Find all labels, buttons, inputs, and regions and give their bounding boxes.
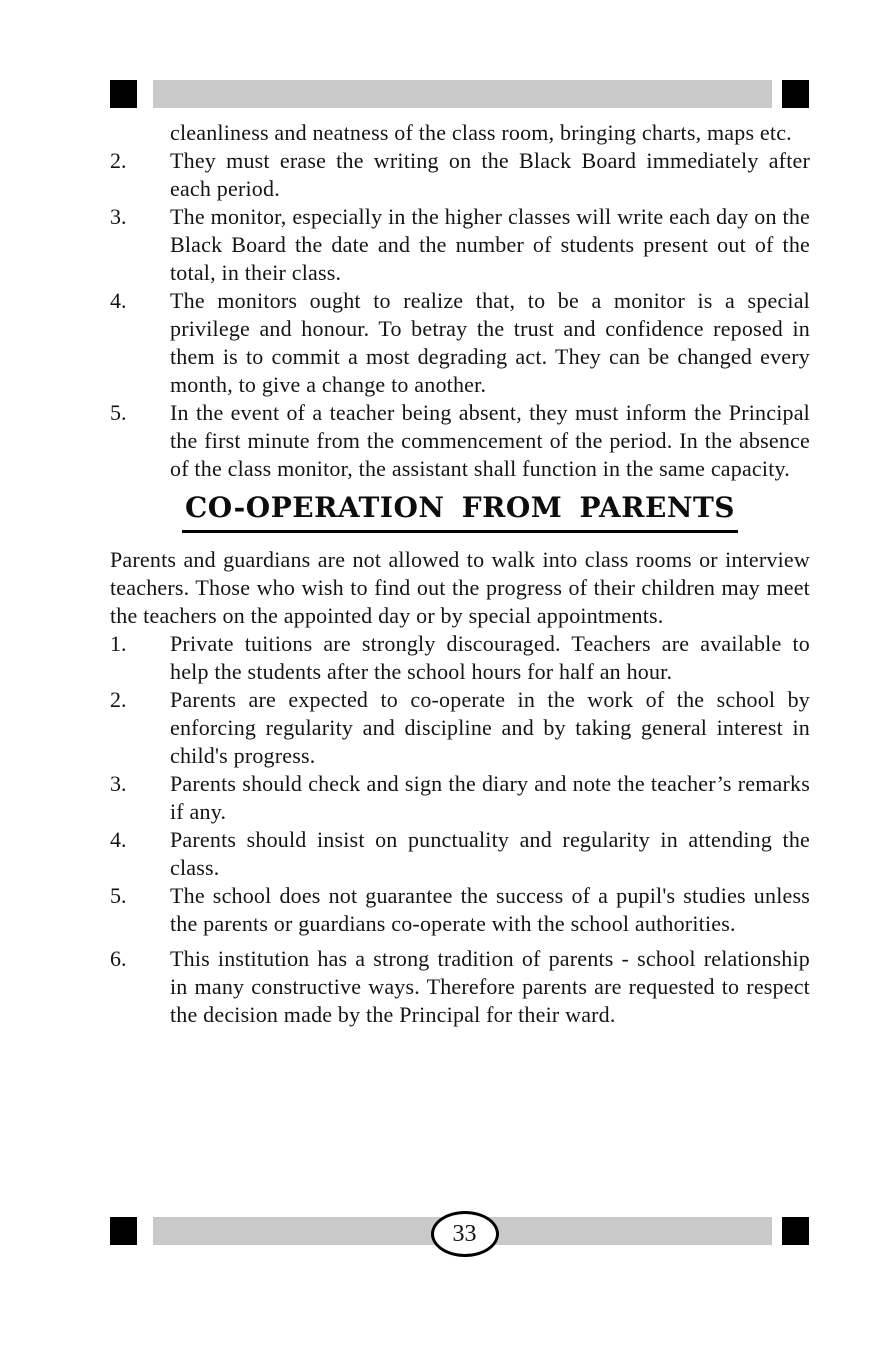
list-item-number: 4.: [110, 288, 127, 313]
section-intro-paragraph: Parents and guardians are not allowed to walk into class rooms or interview teachers. Those who wish to find out the progress of their children may meet the teachers on the appointed day or by special appointments.: [110, 547, 810, 628]
header-right-square-mark: [782, 80, 809, 108]
monitors-item-3: [110, 203, 810, 287]
list-item-text: cleanliness and neatness of the class room, bringing charts, maps etc.: [170, 120, 792, 145]
parents-item-1: [110, 630, 810, 686]
header-left-square-mark: [110, 80, 137, 108]
parents-item-5: [110, 882, 810, 938]
parents-item-6: [110, 945, 810, 1029]
header-rule-bar: [153, 80, 772, 108]
list-item-number: 1.: [110, 631, 127, 656]
list-item-text: Parents should insist on punctuality and regularity in attending the class.: [170, 827, 810, 880]
list-item-number: 3.: [110, 204, 127, 229]
list-item-text: Private tuitions are strongly discouraged. Teachers are available to help the students after the school hours for half an hour.: [170, 631, 810, 684]
list-item-number: 5.: [110, 883, 127, 908]
parents-item-2: [110, 686, 810, 770]
footer-right-square-mark: [782, 1217, 809, 1245]
list-item-number: 2.: [110, 148, 127, 173]
footer-left-square-mark: [110, 1217, 137, 1245]
parents-item-3: [110, 770, 810, 826]
parents-item-4: [110, 826, 810, 882]
page-number-badge: [431, 1211, 499, 1257]
list-item-number: 6.: [110, 946, 127, 971]
list-item-text: They must erase the writing on the Black Board immediately after each period.: [170, 148, 810, 201]
monitors-item-2: [110, 147, 810, 203]
page-number: 33: [452, 1220, 477, 1247]
list-item-number: 4.: [110, 827, 127, 852]
list-item-text: The school does not guarantee the success of a pupil's studies unless the parents or guardians co-operate with the school authorities.: [170, 883, 810, 936]
list-item-text: In the event of a teacher being absent, they must inform the Principal the first minute from the commencement of the period. In the absence of the class monitor, the assistant shall function in the same capacity.: [170, 400, 810, 481]
monitors-item-4: [110, 287, 810, 399]
list-item-text: This institution has a strong tradition of parents - school relationship in many constructive ways. Therefore parents are requested to respect the decision made by the Principal for their ward.: [170, 946, 810, 1027]
section-heading: CO-OPERATION FROM PARENTS: [182, 492, 738, 533]
footer-band: [110, 1217, 809, 1245]
monitors-item-5: [110, 399, 810, 483]
list-item-number: 3.: [110, 771, 127, 796]
list-item-text: Parents are expected to co-operate in the work of the school by enforcing regularity and discipline and by taking general interest in child's progress.: [170, 687, 810, 768]
header-band: [110, 80, 809, 108]
list-item-number: 5.: [110, 400, 127, 425]
list-item-text: The monitor, especially in the higher classes will write each day on the Black Board the date and the number of students present out of the total, in their class.: [170, 204, 810, 285]
monitors-item-1-continuation: [110, 119, 810, 147]
page-content: [110, 119, 810, 1029]
list-item-text: Parents should check and sign the diary and note the teacher’s remarks if any.: [170, 771, 810, 824]
list-item-number: 2.: [110, 687, 127, 712]
list-item-text: The monitors ought to realize that, to be a monitor is a special privilege and honour. To betray the trust and confidence reposed in them is to commit a most degrading act. They can be changed every month, to give a change to another.: [170, 288, 810, 397]
